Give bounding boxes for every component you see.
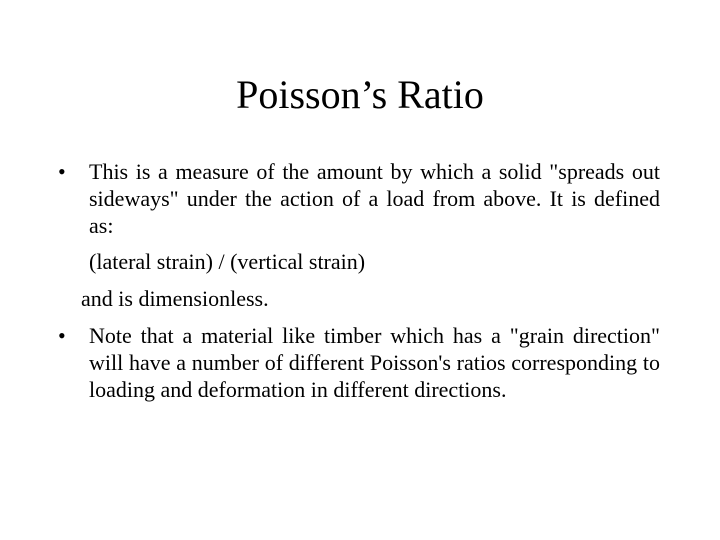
slide-title: Poisson’s Ratio bbox=[236, 72, 484, 117]
bullet-icon: • bbox=[58, 159, 66, 184]
formula-line: (lateral strain) / (vertical strain) bbox=[89, 249, 366, 274]
bullet-text-definition: This is a measure of the amount by which a solid "spreads out sideways" under the action of a load from above. It is defined as: bbox=[89, 159, 660, 238]
bullet-item-timber-note bbox=[56, 322, 660, 403]
slide-body bbox=[56, 158, 660, 412]
bullet-item-definition bbox=[56, 158, 660, 239]
bullet-text-timber-note: Note that a material like timber which has a "grain direction" will have a number of different Poisson's ratios corresponding to loading and deformation in different directions. bbox=[89, 323, 660, 402]
dimensionless-line: and is dimensionless. bbox=[81, 286, 269, 311]
bullet-icon: • bbox=[58, 323, 66, 348]
